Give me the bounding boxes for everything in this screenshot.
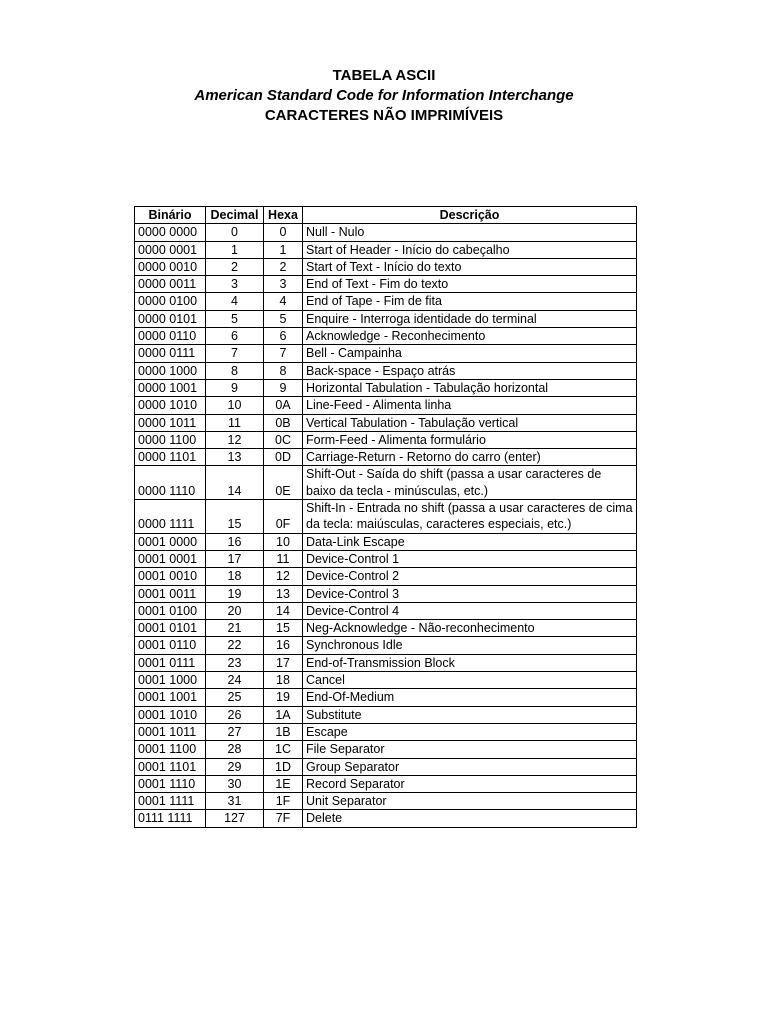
table-row bbox=[135, 276, 637, 293]
cell-binary: 0001 1001 bbox=[135, 689, 206, 706]
cell-binary: 0001 0111 bbox=[135, 654, 206, 671]
cell-decimal: 4 bbox=[206, 293, 264, 310]
ascii-table bbox=[134, 206, 637, 828]
cell-hex: 7 bbox=[264, 345, 303, 362]
cell-binary: 0001 0110 bbox=[135, 637, 206, 654]
table-row bbox=[135, 449, 637, 466]
cell-decimal: 31 bbox=[206, 793, 264, 810]
cell-hex: 16 bbox=[264, 637, 303, 654]
cell-binary: 0000 1111 bbox=[135, 500, 206, 534]
table-row bbox=[135, 500, 637, 534]
cell-description: Synchronous Idle bbox=[303, 637, 637, 654]
cell-hex: 1D bbox=[264, 758, 303, 775]
cell-hex: 1C bbox=[264, 741, 303, 758]
cell-hex: 11 bbox=[264, 550, 303, 567]
cell-decimal: 12 bbox=[206, 431, 264, 448]
table-row bbox=[135, 602, 637, 619]
cell-binary: 0000 0000 bbox=[135, 224, 206, 241]
cell-decimal: 15 bbox=[206, 500, 264, 534]
cell-hex: 17 bbox=[264, 654, 303, 671]
cell-hex: 0E bbox=[264, 466, 303, 500]
cell-decimal: 18 bbox=[206, 568, 264, 585]
cell-decimal: 22 bbox=[206, 637, 264, 654]
cell-binary: 0001 0011 bbox=[135, 585, 206, 602]
cell-binary: 0001 1000 bbox=[135, 672, 206, 689]
column-header-description: Descrição bbox=[303, 207, 637, 224]
cell-binary: 0001 1111 bbox=[135, 793, 206, 810]
table-row bbox=[135, 431, 637, 448]
table-row bbox=[135, 689, 637, 706]
cell-binary: 0000 1001 bbox=[135, 379, 206, 396]
table-row bbox=[135, 637, 637, 654]
table-row bbox=[135, 241, 637, 258]
cell-description: Back-space - Espaço atrás bbox=[303, 362, 637, 379]
cell-description: Data-Link Escape bbox=[303, 533, 637, 550]
cell-description: Enquire - Interroga identidade do terminal bbox=[303, 310, 637, 327]
cell-binary: 0000 1010 bbox=[135, 397, 206, 414]
table-row bbox=[135, 533, 637, 550]
cell-binary: 0000 0111 bbox=[135, 345, 206, 362]
cell-decimal: 11 bbox=[206, 414, 264, 431]
cell-description: Unit Separator bbox=[303, 793, 637, 810]
cell-binary: 0000 0100 bbox=[135, 293, 206, 310]
cell-description: End-of-Transmission Block bbox=[303, 654, 637, 671]
cell-description: Bell - Campainha bbox=[303, 345, 637, 362]
cell-decimal: 20 bbox=[206, 602, 264, 619]
table-row bbox=[135, 723, 637, 740]
cell-binary: 0001 0000 bbox=[135, 533, 206, 550]
cell-hex: 1F bbox=[264, 793, 303, 810]
cell-decimal: 6 bbox=[206, 328, 264, 345]
cell-hex: 0A bbox=[264, 397, 303, 414]
cell-hex: 1E bbox=[264, 775, 303, 792]
cell-description: Group Separator bbox=[303, 758, 637, 775]
cell-hex: 13 bbox=[264, 585, 303, 602]
cell-binary: 0001 0001 bbox=[135, 550, 206, 567]
cell-hex: 1B bbox=[264, 723, 303, 740]
cell-hex: 5 bbox=[264, 310, 303, 327]
table-row bbox=[135, 466, 637, 500]
table-row bbox=[135, 654, 637, 671]
table-row bbox=[135, 345, 637, 362]
cell-decimal: 5 bbox=[206, 310, 264, 327]
table-row bbox=[135, 568, 637, 585]
cell-decimal: 30 bbox=[206, 775, 264, 792]
table-row bbox=[135, 672, 637, 689]
cell-description: Shift-Out - Saída do shift (passa a usar caracteres de baixo da tecla - minúsculas, etc.) bbox=[303, 466, 637, 500]
cell-description: Carriage-Return - Retorno do carro (enter) bbox=[303, 449, 637, 466]
cell-hex: 8 bbox=[264, 362, 303, 379]
cell-binary: 0001 0010 bbox=[135, 568, 206, 585]
cell-description: Substitute bbox=[303, 706, 637, 723]
cell-binary: 0111 1111 bbox=[135, 810, 206, 827]
cell-decimal: 1 bbox=[206, 241, 264, 258]
cell-hex: 1A bbox=[264, 706, 303, 723]
cell-decimal: 29 bbox=[206, 758, 264, 775]
cell-binary: 0001 1101 bbox=[135, 758, 206, 775]
cell-hex: 18 bbox=[264, 672, 303, 689]
cell-description: Shift-In - Entrada no shift (passa a usar caracteres de cima da tecla: maiúsculas, caracteres especiais, etc.) bbox=[303, 500, 637, 534]
cell-description: Start of Header - Início do cabeçalho bbox=[303, 241, 637, 258]
cell-decimal: 25 bbox=[206, 689, 264, 706]
table-row bbox=[135, 793, 637, 810]
cell-hex: 19 bbox=[264, 689, 303, 706]
cell-decimal: 19 bbox=[206, 585, 264, 602]
cell-binary: 0000 1011 bbox=[135, 414, 206, 431]
table-row bbox=[135, 810, 637, 827]
cell-hex: 4 bbox=[264, 293, 303, 310]
cell-binary: 0001 0100 bbox=[135, 602, 206, 619]
cell-binary: 0000 1101 bbox=[135, 449, 206, 466]
cell-description: Acknowledge - Reconhecimento bbox=[303, 328, 637, 345]
cell-hex: 1 bbox=[264, 241, 303, 258]
cell-binary: 0000 1110 bbox=[135, 466, 206, 500]
cell-description: Escape bbox=[303, 723, 637, 740]
cell-description: End of Text - Fim do texto bbox=[303, 276, 637, 293]
table-body bbox=[135, 224, 637, 827]
cell-description: Device-Control 1 bbox=[303, 550, 637, 567]
document-header bbox=[0, 66, 768, 126]
cell-description: Device-Control 4 bbox=[303, 602, 637, 619]
cell-description: Start of Text - Início do texto bbox=[303, 258, 637, 275]
cell-decimal: 13 bbox=[206, 449, 264, 466]
table-row bbox=[135, 224, 637, 241]
cell-hex: 0D bbox=[264, 449, 303, 466]
cell-binary: 0000 0101 bbox=[135, 310, 206, 327]
cell-decimal: 9 bbox=[206, 379, 264, 396]
cell-decimal: 2 bbox=[206, 258, 264, 275]
table-row bbox=[135, 550, 637, 567]
cell-decimal: 7 bbox=[206, 345, 264, 362]
cell-decimal: 17 bbox=[206, 550, 264, 567]
cell-binary: 0001 1100 bbox=[135, 741, 206, 758]
table-row bbox=[135, 758, 637, 775]
cell-description: Record Separator bbox=[303, 775, 637, 792]
cell-hex: 0F bbox=[264, 500, 303, 534]
table-row bbox=[135, 310, 637, 327]
table-row bbox=[135, 328, 637, 345]
cell-hex: 0B bbox=[264, 414, 303, 431]
table-row bbox=[135, 414, 637, 431]
cell-description: Form-Feed - Alimenta formulário bbox=[303, 431, 637, 448]
cell-description: End of Tape - Fim de fita bbox=[303, 293, 637, 310]
table-row bbox=[135, 585, 637, 602]
cell-binary: 0001 1010 bbox=[135, 706, 206, 723]
cell-decimal: 8 bbox=[206, 362, 264, 379]
cell-decimal: 23 bbox=[206, 654, 264, 671]
cell-binary: 0000 0010 bbox=[135, 258, 206, 275]
cell-decimal: 14 bbox=[206, 466, 264, 500]
cell-hex: 14 bbox=[264, 602, 303, 619]
table-row bbox=[135, 258, 637, 275]
page-title: TABELA ASCII bbox=[332, 67, 436, 84]
column-header-binary: Binário bbox=[135, 207, 206, 224]
table-row bbox=[135, 362, 637, 379]
page-subtitle: American Standard Code for Information Interchange bbox=[194, 87, 574, 104]
cell-description: Device-Control 2 bbox=[303, 568, 637, 585]
cell-hex: 6 bbox=[264, 328, 303, 345]
cell-description: Null - Nulo bbox=[303, 224, 637, 241]
table-row bbox=[135, 293, 637, 310]
cell-hex: 9 bbox=[264, 379, 303, 396]
cell-binary: 0001 0101 bbox=[135, 620, 206, 637]
cell-description: Line-Feed - Alimenta linha bbox=[303, 397, 637, 414]
cell-hex: 0C bbox=[264, 431, 303, 448]
cell-binary: 0001 1011 bbox=[135, 723, 206, 740]
cell-binary: 0000 1100 bbox=[135, 431, 206, 448]
cell-description: Cancel bbox=[303, 672, 637, 689]
cell-hex: 2 bbox=[264, 258, 303, 275]
cell-hex: 7F bbox=[264, 810, 303, 827]
cell-description: End-Of-Medium bbox=[303, 689, 637, 706]
column-header-decimal: Decimal bbox=[206, 207, 264, 224]
cell-binary: 0000 0011 bbox=[135, 276, 206, 293]
cell-binary: 0001 1110 bbox=[135, 775, 206, 792]
cell-binary: 0000 0001 bbox=[135, 241, 206, 258]
cell-binary: 0000 0110 bbox=[135, 328, 206, 345]
cell-decimal: 3 bbox=[206, 276, 264, 293]
cell-decimal: 26 bbox=[206, 706, 264, 723]
table-header-row bbox=[135, 207, 637, 224]
cell-decimal: 28 bbox=[206, 741, 264, 758]
cell-decimal: 24 bbox=[206, 672, 264, 689]
table-row bbox=[135, 706, 637, 723]
cell-hex: 0 bbox=[264, 224, 303, 241]
cell-hex: 3 bbox=[264, 276, 303, 293]
table-row bbox=[135, 775, 637, 792]
table-row bbox=[135, 379, 637, 396]
cell-hex: 12 bbox=[264, 568, 303, 585]
cell-decimal: 127 bbox=[206, 810, 264, 827]
cell-decimal: 16 bbox=[206, 533, 264, 550]
table-row bbox=[135, 397, 637, 414]
cell-description: Vertical Tabulation - Tabulação vertical bbox=[303, 414, 637, 431]
cell-binary: 0000 1000 bbox=[135, 362, 206, 379]
cell-hex: 15 bbox=[264, 620, 303, 637]
section-title: CARACTERES NÃO IMPRIMÍVEIS bbox=[264, 107, 504, 124]
cell-decimal: 27 bbox=[206, 723, 264, 740]
cell-decimal: 10 bbox=[206, 397, 264, 414]
cell-description: Delete bbox=[303, 810, 637, 827]
cell-description: Device-Control 3 bbox=[303, 585, 637, 602]
table-row bbox=[135, 620, 637, 637]
cell-description: File Separator bbox=[303, 741, 637, 758]
column-header-hex: Hexa bbox=[264, 207, 303, 224]
cell-description: Horizontal Tabulation - Tabulação horizontal bbox=[303, 379, 637, 396]
cell-description: Neg-Acknowledge - Não-reconhecimento bbox=[303, 620, 637, 637]
table-row bbox=[135, 741, 637, 758]
cell-decimal: 21 bbox=[206, 620, 264, 637]
cell-decimal: 0 bbox=[206, 224, 264, 241]
cell-hex: 10 bbox=[264, 533, 303, 550]
